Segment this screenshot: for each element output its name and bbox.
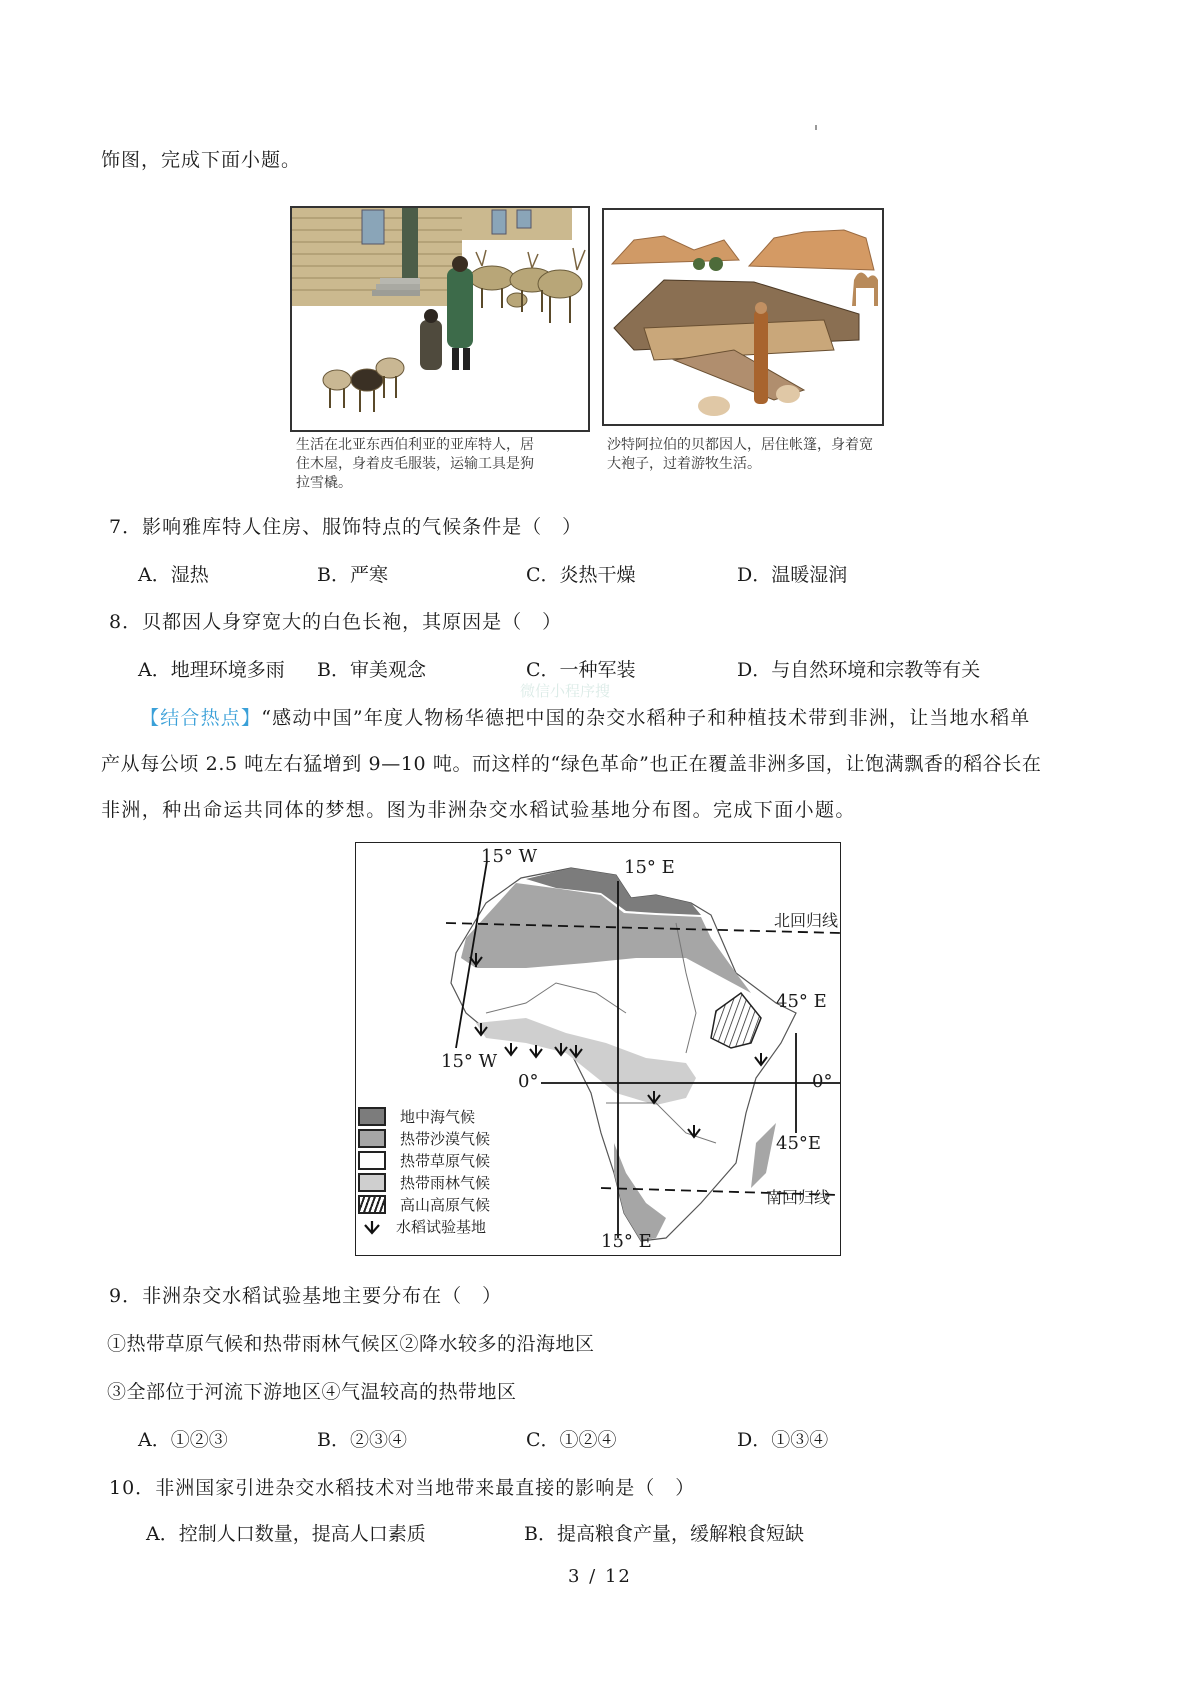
caption-yakut <box>296 436 596 493</box>
q8-option-b[interactable]: B．审美观念 <box>317 659 426 681</box>
question-9 <box>109 1284 502 1308</box>
label-45e-top: 45° E <box>776 991 827 1012</box>
legend-swatch <box>358 1107 386 1126</box>
q7-option-c[interactable]: C．炎热干燥 <box>526 564 636 586</box>
question-number: 7． <box>109 516 143 538</box>
hotspot-line-3: 非洲，种出命运共同体的梦想。图为非洲杂交水稻试验基地分布图。完成下面小题。 <box>101 799 856 821</box>
q9-option-b[interactable]: B．②③④ <box>317 1429 407 1451</box>
yakut-scene-illustration <box>292 208 588 430</box>
label-tropic-capricorn: 南回归线 <box>766 1188 831 1207</box>
legend-label: 高山高原气候 <box>400 1195 491 1214</box>
legend-label: 热带草原气候 <box>400 1151 491 1170</box>
hotspot-line-2: 产从每公顷 2.5 吨左右猛增到 9—10 吨。而这样的“绿色革命”也正在覆盖非洲多国，让饱满飘香的稻谷长在 <box>101 753 1042 775</box>
hotspot-tag: 【结合热点】 <box>140 707 262 729</box>
q9-statement-2: ③全部位于河流下游地区④气温较高的热带地区 <box>107 1381 517 1403</box>
label-equator-left: 0° <box>518 1071 539 1092</box>
hotspot-text: “感动中国”年度人物杨华德把中国的杂交水稻种子和种植技术带到非洲，让当地水稻单 <box>261 707 1031 729</box>
legend-label: 热带雨林气候 <box>400 1173 491 1192</box>
caption-line: 大袍子，过着游牧生活。 <box>607 456 761 472</box>
map-legend <box>358 1105 490 1237</box>
page-number: 3 / 12 <box>568 1566 632 1587</box>
legend-swatch <box>358 1173 386 1192</box>
bedouin-scene-illustration <box>604 210 882 424</box>
question-stem: 非洲国家引进杂交水稻技术对当地带来最直接的影响是（ ） <box>155 1477 696 1499</box>
question-number: 9． <box>109 1285 143 1307</box>
figure-bedouin <box>602 208 884 426</box>
legend-label: 热带沙漠气候 <box>400 1129 491 1148</box>
figure-yakut <box>290 206 590 432</box>
question-8 <box>109 610 562 634</box>
caption-line: 沙特阿拉伯的贝都因人，居住帐篷，身着宽 <box>607 437 873 453</box>
legend-swatch <box>358 1129 386 1148</box>
africa-climate-map <box>355 842 841 1256</box>
legend-item-mediterranean <box>358 1105 490 1127</box>
legend-swatch <box>358 1151 386 1170</box>
label-15w-bottom: 15° W <box>441 1051 498 1072</box>
q9-statement-1: ①热带草原气候和热带雨林气候区②降水较多的沿海地区 <box>107 1333 595 1355</box>
q10-option-a[interactable]: A．控制人口数量，提高人口素质 <box>146 1523 426 1545</box>
legend-item-desert <box>358 1127 490 1149</box>
question-7 <box>109 515 582 539</box>
label-45e-bottom: 45°E <box>776 1133 822 1154</box>
legend-label: 水稻试验基地 <box>396 1217 487 1236</box>
question-number: 8． <box>109 611 143 633</box>
legend-label: 地中海气候 <box>400 1107 476 1126</box>
question-stem: 贝都因人身穿宽大的白色长袍，其原因是（ ） <box>142 611 563 633</box>
caption-line: 生活在北亚东西伯利亚的亚库特人，居 <box>296 437 534 453</box>
caption-line: 拉雪橇。 <box>296 475 352 491</box>
q8-option-c[interactable]: C．一种军装 <box>526 659 636 681</box>
q8-option-d[interactable]: D．与自然环境和宗教等有关 <box>737 659 981 681</box>
rice-plant-icon <box>358 1217 386 1236</box>
legend-swatch-hatch <box>358 1195 386 1214</box>
question-number: 10． <box>109 1477 156 1499</box>
legend-item-rice-base <box>358 1215 490 1237</box>
watermark: 微信小程序搜 <box>520 682 611 700</box>
caption-line: 住木屋，身着皮毛服装，运输工具是狗 <box>296 456 534 472</box>
question-stem: 影响雅库特人住房、服饰特点的气候条件是（ ） <box>142 516 583 538</box>
q7-option-a[interactable]: A．湿热 <box>138 564 209 586</box>
question-stem: 非洲杂交水稻试验基地主要分布在（ ） <box>142 1285 503 1307</box>
q7-option-b[interactable]: B．严寒 <box>317 564 388 586</box>
legend-item-rainforest <box>358 1171 490 1193</box>
q8-option-a[interactable]: A．地理环境多雨 <box>138 659 285 681</box>
label-15w-top: 15° W <box>481 846 538 867</box>
q7-option-d[interactable]: D．温暖湿润 <box>737 564 848 586</box>
label-15e-bottom: 15° E <box>601 1231 652 1252</box>
caption-bedouin <box>607 436 937 474</box>
q10-option-b[interactable]: B．提高粮食产量，缓解粮食短缺 <box>524 1523 804 1545</box>
q9-option-c[interactable]: C．①②④ <box>526 1429 617 1451</box>
stray-mark <box>815 125 817 130</box>
question-10 <box>109 1476 695 1500</box>
label-equator-right: 0° <box>812 1071 833 1092</box>
q9-option-d[interactable]: D．①③④ <box>737 1429 829 1451</box>
label-15e-top: 15° E <box>624 857 675 878</box>
intro-text: 饰图，完成下面小题。 <box>101 149 302 171</box>
legend-item-highland <box>358 1193 490 1215</box>
q9-option-a[interactable]: A．①②③ <box>138 1429 228 1451</box>
hotspot-line-1 <box>140 706 1030 730</box>
legend-item-savanna <box>358 1149 490 1171</box>
label-tropic-cancer: 北回归线 <box>774 911 839 930</box>
